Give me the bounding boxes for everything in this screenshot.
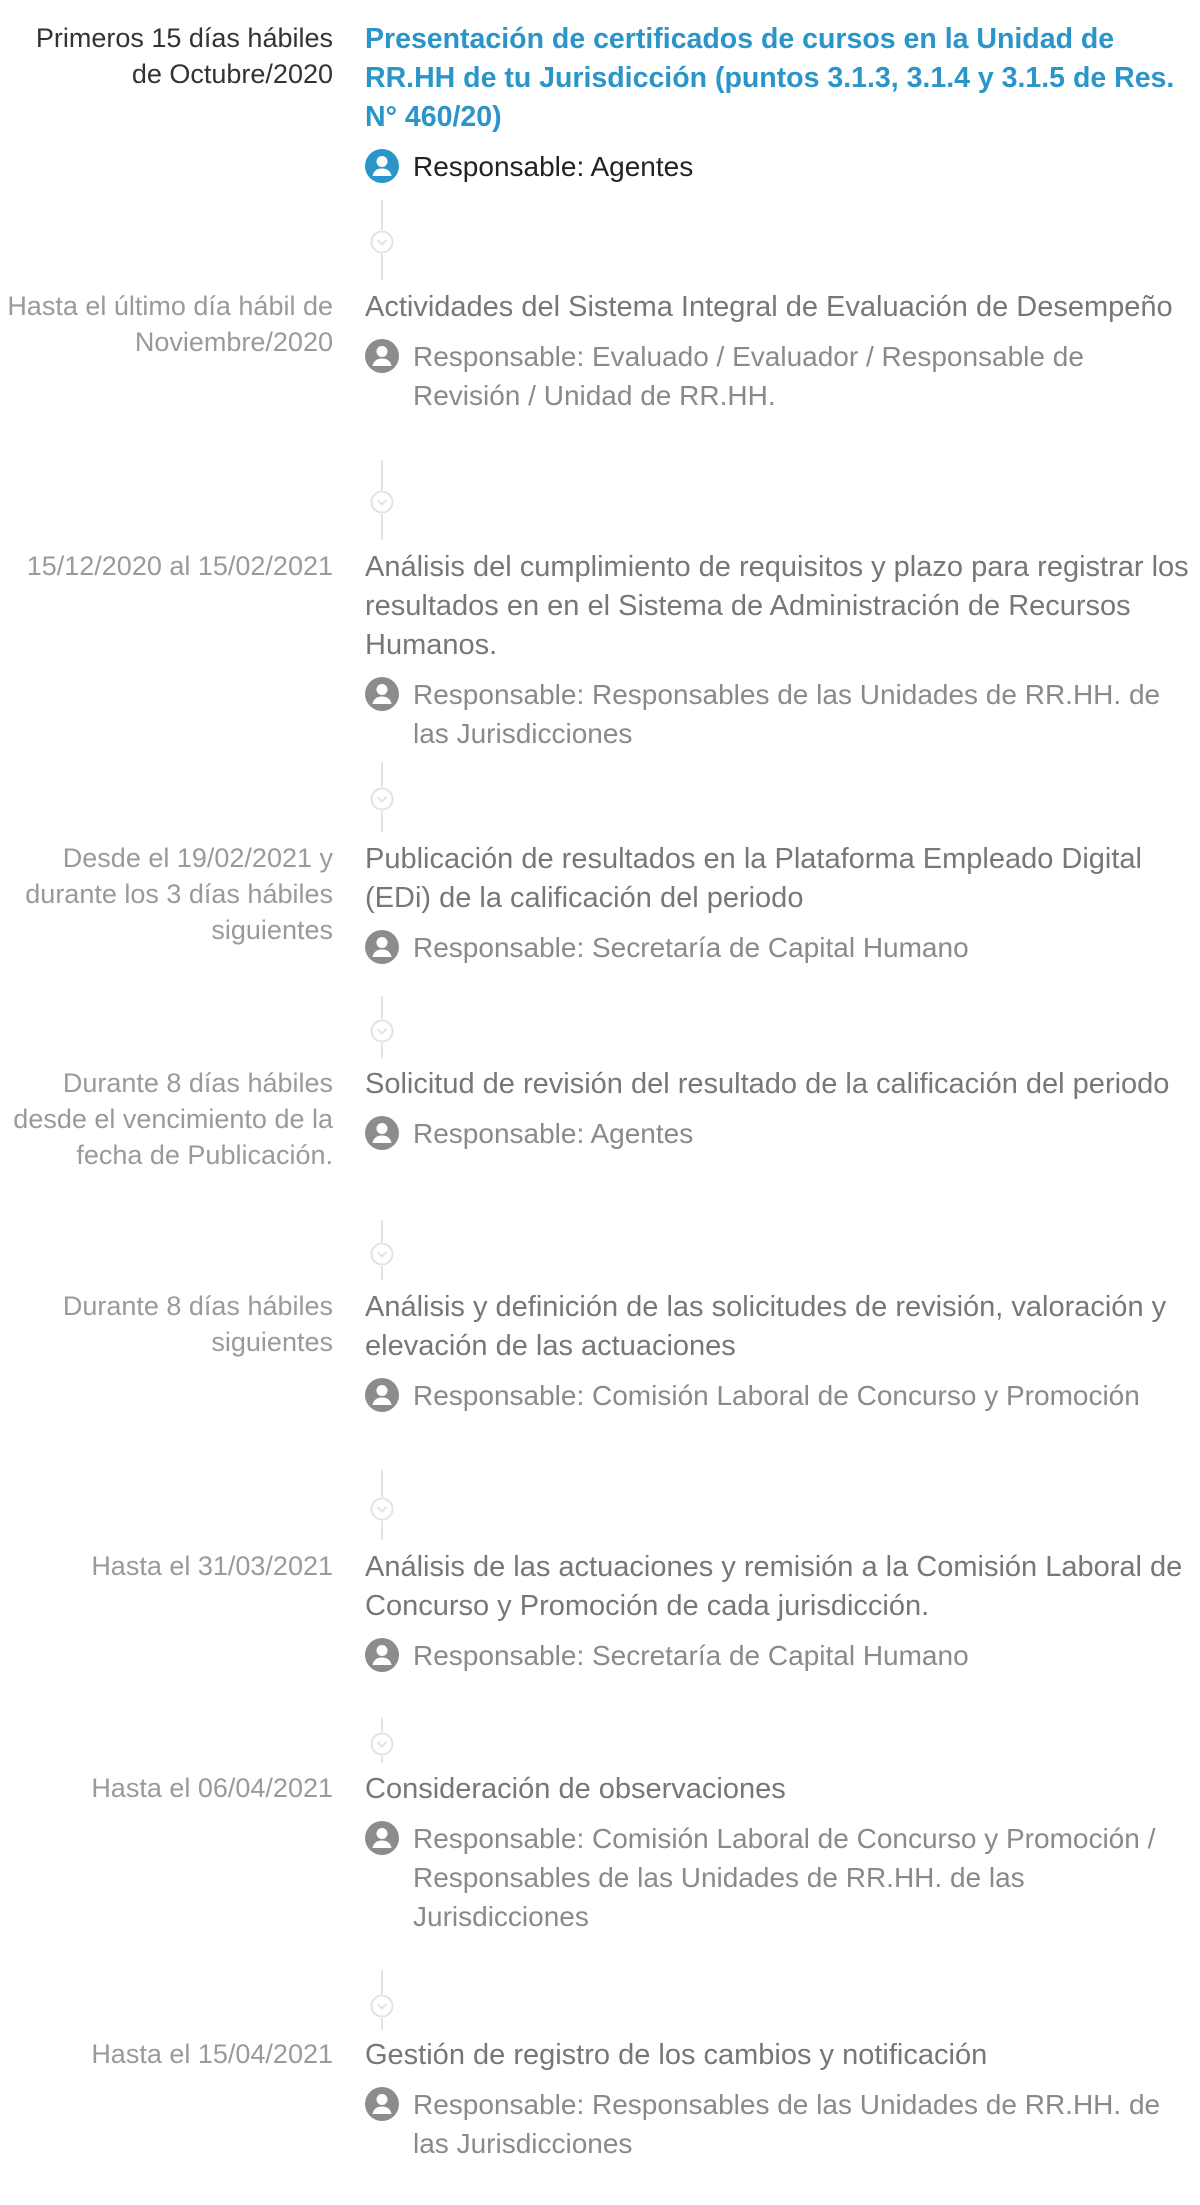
step-date: Hasta el 31/03/2021 xyxy=(91,1551,333,1581)
step-date: Hasta el 06/04/2021 xyxy=(91,1773,333,1803)
timeline-connector xyxy=(365,460,399,540)
responsible-label: Responsable: Comisión Laboral de Concurso y Promoción xyxy=(413,1380,1140,1411)
timeline-connector xyxy=(365,762,399,832)
responsible-label: Responsable: Secretaría de Capital Humano xyxy=(413,1640,969,1671)
step-date: Durante 8 días hábiles desde el vencimiento de la fecha de Publicación. xyxy=(13,1068,333,1170)
responsible-label: Responsable: Evaluado / Evaluador / Responsable de Revisión / Unidad de RR.HH. xyxy=(413,341,1084,411)
user-icon xyxy=(365,1116,399,1150)
step-content xyxy=(365,1288,1195,1415)
responsible-label: Responsable: Secretaría de Capital Humano xyxy=(413,932,969,963)
responsible-label: Responsable: Responsables de las Unidades de RR.HH. de las Jurisdicciones xyxy=(413,679,1161,749)
step-date: Durante 8 días hábiles siguientes xyxy=(62,1291,333,1357)
step-title: Consideración de observaciones xyxy=(365,1773,786,1805)
step-title: Actividades del Sistema Integral de Evaluación de Desempeño xyxy=(365,291,1173,323)
step-responsible xyxy=(365,1819,1195,1936)
step-responsible xyxy=(365,147,1195,186)
step-responsible xyxy=(365,1376,1195,1415)
step-date: 15/12/2020 al 15/02/2021 xyxy=(26,551,333,581)
timeline-connector xyxy=(365,1718,399,1763)
step-title: Presentación de certificados de cursos en la Unidad de RR.HH de tu Jurisdicción (puntos 3.1.3, 3.1.4 y 3.1.5 de Res. N° 460/20) xyxy=(365,23,1175,133)
user-icon xyxy=(365,339,399,373)
user-icon xyxy=(365,930,399,964)
user-icon xyxy=(365,149,399,183)
responsible-label: Responsable: Agentes xyxy=(413,151,694,182)
step-content xyxy=(365,20,1195,186)
step-content xyxy=(365,2036,1195,2163)
responsible-label: Responsable: Agentes xyxy=(413,1118,694,1149)
step-date: Primeros 15 días hábiles de Octubre/2020 xyxy=(35,23,333,89)
timeline-connector xyxy=(365,1470,399,1540)
user-icon xyxy=(365,677,399,711)
step-content xyxy=(365,1548,1195,1675)
timeline-connector xyxy=(365,996,399,1058)
timeline-connector xyxy=(365,1970,399,2030)
step-content xyxy=(365,1770,1195,1936)
timeline-connector xyxy=(365,1220,399,1280)
chevron-down-icon xyxy=(370,230,394,254)
step-responsible xyxy=(365,337,1195,415)
user-icon xyxy=(365,1378,399,1412)
step-title: Solicitud de revisión del resultado de la calificación del periodo xyxy=(365,1068,1170,1100)
chevron-down-icon xyxy=(370,1242,394,1266)
step-title: Análisis de las actuaciones y remisión a la Comisión Laboral de Concurso y Promoción de cada jurisdicción. xyxy=(365,1551,1183,1622)
step-date: Desde el 19/02/2021 y durante los 3 días hábiles siguientes xyxy=(25,843,333,945)
chevron-down-icon xyxy=(370,490,394,514)
step-content xyxy=(365,840,1195,967)
step-title: Gestión de registro de los cambios y notificación xyxy=(365,2039,988,2071)
responsible-label: Responsable: Comisión Laboral de Concurso y Promoción / Responsables de las Unidades de RR.HH. de las Jurisdicciones xyxy=(413,1823,1156,1932)
step-date: Hasta el 15/04/2021 xyxy=(91,2039,333,2069)
chevron-down-icon xyxy=(370,1732,394,1756)
chevron-down-icon xyxy=(370,1497,394,1521)
step-content xyxy=(365,288,1195,415)
step-responsible xyxy=(365,1636,1195,1675)
chevron-down-icon xyxy=(370,787,394,811)
step-responsible xyxy=(365,675,1195,753)
step-responsible xyxy=(365,1114,1195,1153)
responsible-label: Responsable: Responsables de las Unidades de RR.HH. de las Jurisdicciones xyxy=(413,2089,1161,2159)
step-title: Análisis y definición de las solicitudes de revisión, valoración y elevación de las actuaciones xyxy=(365,1291,1167,1362)
step-title: Publicación de resultados en la Plataforma Empleado Digital (EDi) de la calificación del periodo xyxy=(365,843,1142,914)
user-icon xyxy=(365,1638,399,1672)
step-responsible xyxy=(365,2085,1195,2163)
chevron-down-icon xyxy=(370,1019,394,1043)
user-icon xyxy=(365,2087,399,2121)
chevron-down-icon xyxy=(370,1994,394,2018)
step-content xyxy=(365,548,1195,753)
step-title: Análisis del cumplimiento de requisitos y plazo para registrar los resultados en en el Sistema de Administración de Recursos Humanos. xyxy=(365,551,1189,661)
timeline-connector xyxy=(365,200,399,280)
step-date: Hasta el último día hábil de Noviembre/2020 xyxy=(7,291,333,357)
step-responsible xyxy=(365,928,1195,967)
step-content xyxy=(365,1065,1195,1153)
user-icon xyxy=(365,1821,399,1855)
